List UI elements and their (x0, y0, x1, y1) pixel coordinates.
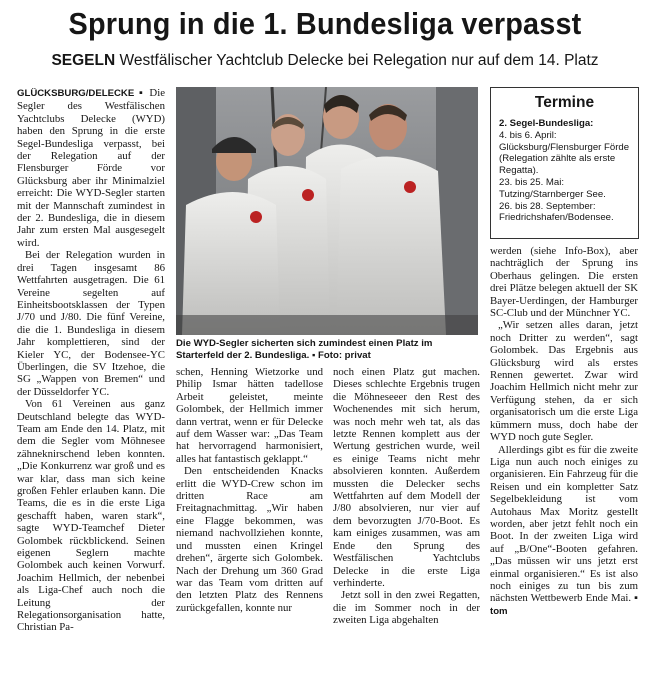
article-column-2 (176, 366, 323, 614)
article-paragraph: „Wir setzen alles daran, jetzt noch Dritter zu werden“, sagt Golombek. Das Ergebnis aus Glücksburg wird als erstes Rennen gewertet. Zwar wird Joachim Hellmich nicht mehr zur Verfügung stehen, da er sich organisatorisch um die erste Liga kümmern muss, doch habe der WYD noch gute Segler. (490, 319, 638, 444)
article-paragraph: Bei der Relegation wurden in drei Tagen insgesamt 86 Wettfahrten ausgetragen. Die 61 Vereine segelten auf Einheitsbootsklassen der Typen J/70 und J/80. Die fünf Vereine, die die 1. Bundesliga in diesem Jahr komplettieren, sind der Kieler YC, der Bodensee-YC Überlingen, die SV Itzehoe, die SG „Wappen von Bremen“ und der Düsseldorfer YC. (17, 249, 165, 398)
termine-entry: 23. bis 25. Mai: Tutzing/Starnberger See. (499, 176, 606, 200)
termine-title: Termine (534, 94, 595, 111)
dateline-separator: ▪ (138, 87, 145, 99)
article-column-3 (333, 366, 480, 627)
headline: Sprung in die 1. Bundesliga verpasst (68, 6, 582, 41)
article-paragraph: Den entscheidenden Knacks erlitt die WYD-Crew schon im dritten Race am Freitagnachmittag. „Wir haben eine Flagge bekommen, was niemand nachvollziehen konnte, und mussten einen Kringel drehen“, ärgerte sich Golombek. Nach der Drehung um 360 Grad war das Team vom dritten auf den letzten Platz des Rennens zurückgefallen, konnte nur (176, 465, 323, 614)
article-paragraph: noch einen Platz gut machen. Dieses schlechte Ergebnis trugen die Möhneseeer den Rest des Wochenendes mit sich herum, was noch mehr weh tat, als das letzte Rennen komplett aus der Wertung gestrichen wurde, weil es einige Teams nicht mehr absolvieren konnten. Außerdem mussten die Delecker sechs Wettfahrten auf dem Modell der J/80 absolvieren, nur vier auf dem bevorzugten J/70-Boot. Es kam einiges zusammen, was am Ende den Sprung des Westfälischen Yachtclubs Delecke in die erste Liga verhinderte. (333, 366, 480, 589)
termine-entry: 26. bis 28. September: Friedrichshafen/Bodensee. (499, 200, 614, 224)
termine-heading: 2. Segel-Bundesliga: (499, 118, 594, 129)
article-column-1 (17, 87, 165, 634)
caption-text: Die WYD-Segler sicherten sich zumindest einen Platz im Starterfeld der 2. Bundesliga. (176, 338, 433, 361)
termine-list (491, 118, 638, 224)
caption-separator: ▪ (311, 350, 316, 361)
termine-entry: 4. bis 6. April: Glücksburg/Flensburger Förde (Relegation zählte als erste Regatta). (499, 129, 630, 177)
team-photo-image (176, 87, 478, 335)
photo-credit: Foto: privat (318, 350, 371, 361)
paragraph-text: Allerdings gibt es für die zweite Liga nun auch noch einiges zu organisieren. Ein Fahrzeug für die Reisen und ein kompletter Satz Segelbekleidung ist vom Autohaus Max Moritz gestellt worden, aber jetzt fehlt noch ein Boot. In der zweiten Liga wird auf „B/One“-Booten gefahren. „Das müssen wir uns jetzt erst einmal organisieren.“ Es ist also noch einiges zu tun bis zum nächsten Wettbewerb Ende Mai. (490, 443, 638, 605)
article-column-4 (490, 245, 638, 618)
article-paragraph: schen, Henning Wietzorke und Philip Ismar hätten tadellose Arbeit geleistet, meinte Golombek, der Hellmich immer dann vertrat, wenn er für Delecke auf dem Wasser war: „Das Team hat hervorragend harmonisiert, alles hat fantastisch geklappt.“ (176, 366, 323, 465)
photo-caption (176, 338, 480, 362)
author: tom (490, 605, 508, 617)
article-paragraph (490, 444, 638, 619)
article-paragraph: werden (siehe Info-Box), aber nachträglich der Sprung ins Oberhaus gelingen. Die ersten drei Plätze belegen aktuell der SK Bayer-Uerdingen, der Hamburger SC-Club und der Münchner YC. (490, 245, 638, 320)
termine-box (490, 87, 639, 239)
team-photo (176, 87, 478, 335)
article-paragraph: Von 61 Vereinen aus ganz Deutschland belegte das WYD-Team am Ende den 14. Platz, mit dem die Segler vom Möhnesee zähneknirschend leben konnten. „Die Konkurrenz war groß und es war klar, dass man sich keine großen Fehler erlauben kann. Die Teams, die es in die erste Liga geschafft haben, waren stark“, sagte WYD-Teamchef Dieter Golombek rückblickend. Seinen eigenen Seglern machte Golombek auch keinen Vorwurf. Joachim Hellmich, der nebenbei als Liga-Chef auch noch die Leitung der Relegationsorganisation hatte, Christian Pa- (17, 398, 165, 634)
subhead-kicker: SEGELN (51, 52, 116, 69)
author-separator: ▪ (634, 592, 638, 605)
dateline: GLÜCKSBURG/DELECKE (17, 88, 135, 99)
article-paragraph: Jetzt soll in den zwei Regatten, die im Sommer noch in der zweiten Liga abgehalten (333, 589, 480, 627)
subhead-text: Westfälischer Yachtclub Delecke bei Relegation nur auf dem 14. Platz (119, 52, 599, 69)
subhead (0, 52, 650, 70)
article-paragraph (17, 87, 165, 249)
paragraph-text: Die Segler des Westfälischen Yachtclubs Delecke (WYD) haben den Sprung in die erste Segel-Bundesliga verpasst, bei der Relegation auf der Flensburger Förde vor Glücksburg aber ihr Minimalziel erreicht: Die WYD-Segler starten mit der Mannschaft zumindest in der 2. Bundesliga, die in diesem Jahr zum ersten Mal ausgesegelt wird. (17, 87, 165, 249)
